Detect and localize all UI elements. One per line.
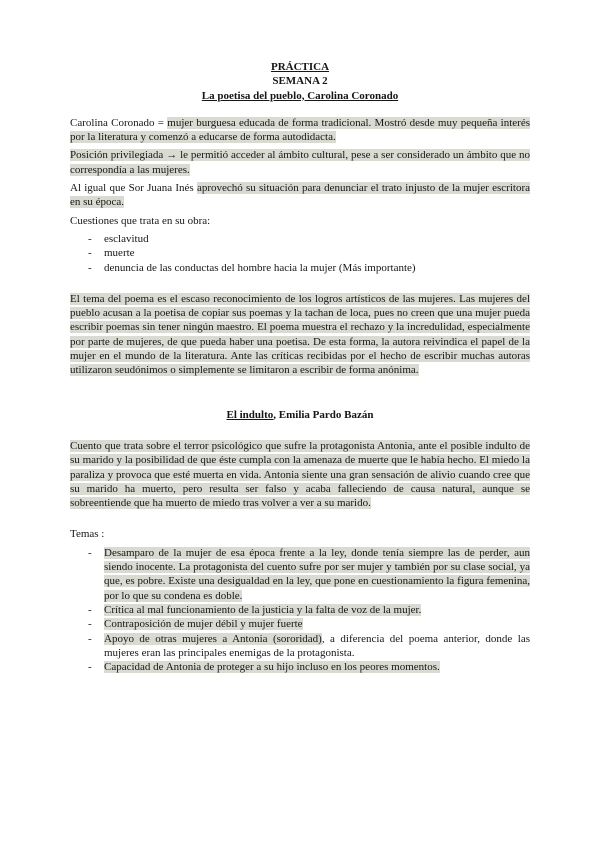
- text-run: Temas :: [70, 528, 105, 541]
- section-heading: [70, 408, 530, 422]
- document-title-line: [70, 60, 530, 74]
- paragraph: [70, 148, 530, 177]
- list-item: [88, 261, 530, 275]
- paragraph: [70, 214, 530, 228]
- bullet-list: [70, 232, 530, 275]
- text-run: Al igual que Sor Juana Inés: [70, 182, 197, 195]
- text-run: El indulto: [226, 408, 274, 421]
- text-run: , a diferencia del poema anterior, donde las mujeres eran las principales enemigas de la protagonista.: [104, 632, 530, 659]
- document-content: [70, 60, 530, 674]
- bullet-dash: -: [88, 247, 92, 260]
- blank-line: [70, 279, 530, 292]
- paragraph: [70, 116, 530, 145]
- bullet-list: [70, 546, 530, 675]
- list-item: [88, 232, 530, 246]
- paragraph: [70, 439, 530, 510]
- list-item: [88, 546, 530, 603]
- highlighted-text: Posición privilegiada → le permitió acceder al ámbito cultural, pese a ser considerado un ámbito que no correspondía a las mujeres.: [70, 149, 530, 176]
- highlighted-text: Cuento que trata sobre el terror psicológico que sufre la protagonista Antonia, ante el posible indulto de su marido y la posibilidad de que éste cumpla con la amenaza de muerte que le había hecho. El miedo la paraliza y provoca que esté muerta en vida. Antonia siente una gran sensación de alivio cuando cree que su marido ha muerto, pero resulta ser falso y acaba falleciendo de causa natural, aunque se sobreentiende que ha muerto de miedo tras volver a ver a su marido.: [70, 439, 530, 510]
- text-run: muerte: [104, 247, 135, 260]
- blank-line: [70, 395, 530, 408]
- highlighted-text: Desamparo de la mujer de esa época frente a la ley, donde tenía siempre las de perder, aun siendo inocente. La protagonista del cuento sufre por ser mujer y también por su clase social, ya que, es pobre. Existe una desigualdad en la ley, que pone en cuestionamiento la figura femenina, por lo que su condena es doble.: [104, 546, 530, 602]
- list-item: [88, 660, 530, 674]
- blank-line: [70, 426, 530, 439]
- bullet-dash: -: [88, 232, 92, 245]
- bullet-dash: -: [88, 261, 92, 274]
- text-run: esclavitud: [104, 232, 149, 245]
- document-title-line: [70, 74, 530, 88]
- list-item: [88, 246, 530, 260]
- highlighted-text: Contraposición de mujer débil y mujer fuerte: [104, 618, 303, 631]
- text-run: PRÁCTICA: [270, 61, 330, 73]
- text-run: denuncia de las conductas del hombre hacia la mujer (Más importante): [104, 261, 416, 274]
- highlighted-text: El tema del poema es el escaso reconocimiento de los logros artísticos de las mujeres. Las mujeres del pueblo acusan a la poetisa de copiar sus poemas y la tachan de loca, pues no creen que una mujer pueda escribir poemas sin tener ningún maestro. El poema muestra el rechazo y la incredulidad, especialmente por parte de mujeres, de que pueda haber una poetisa. De esta forma, la autora reivindica el papel de la mujer en el mundo de la literatura. Ante las críticas recibidas por el hecho de escribir muchas autoras utilizaron seudónimos o simplemente se limitaron a escribir de forma anónima.: [70, 292, 530, 377]
- highlighted-text: aprovechó su situación para denunciar el trato injusto de la mujer escritora en su época.: [70, 182, 530, 209]
- bullet-dash: -: [88, 632, 92, 645]
- highlighted-text: Capacidad de Antonia de proteger a su hijo incluso en los peores momentos.: [104, 661, 440, 674]
- text-run: SEMANA 2: [272, 75, 328, 88]
- list-item: [88, 617, 530, 631]
- highlighted-text: Apoyo de otras mujeres a Antonia (sororidad): [104, 632, 322, 645]
- paragraph: [70, 292, 530, 378]
- highlighted-text: Crítica al mal funcionamiento de la justicia y la falta de voz de la mujer.: [104, 603, 422, 616]
- document-title-line: [70, 89, 530, 103]
- list-item: [88, 603, 530, 617]
- bullet-dash: -: [88, 603, 92, 616]
- bullet-dash: -: [88, 546, 92, 559]
- bullet-dash: -: [88, 661, 92, 674]
- highlighted-text: mujer burguesa educada de forma tradicional. Mostró desde muy pequeña interés por la literatura y comenzó a educarse de forma autodidacta.: [70, 116, 531, 144]
- blank-line: [70, 103, 530, 116]
- paragraph: [70, 527, 530, 541]
- bullet-dash: -: [88, 618, 92, 631]
- list-item: [88, 632, 530, 661]
- paragraph: [70, 181, 530, 210]
- blank-line: [70, 514, 530, 527]
- text-run: Cuestiones que trata en su obra:: [70, 214, 211, 227]
- text-run: Carolina Coronado =: [70, 116, 168, 129]
- text-run: La poetisa del pueblo, Carolina Coronado: [201, 89, 399, 102]
- text-run: , Emilia Pardo Bazán: [273, 408, 374, 421]
- blank-line: [70, 382, 530, 395]
